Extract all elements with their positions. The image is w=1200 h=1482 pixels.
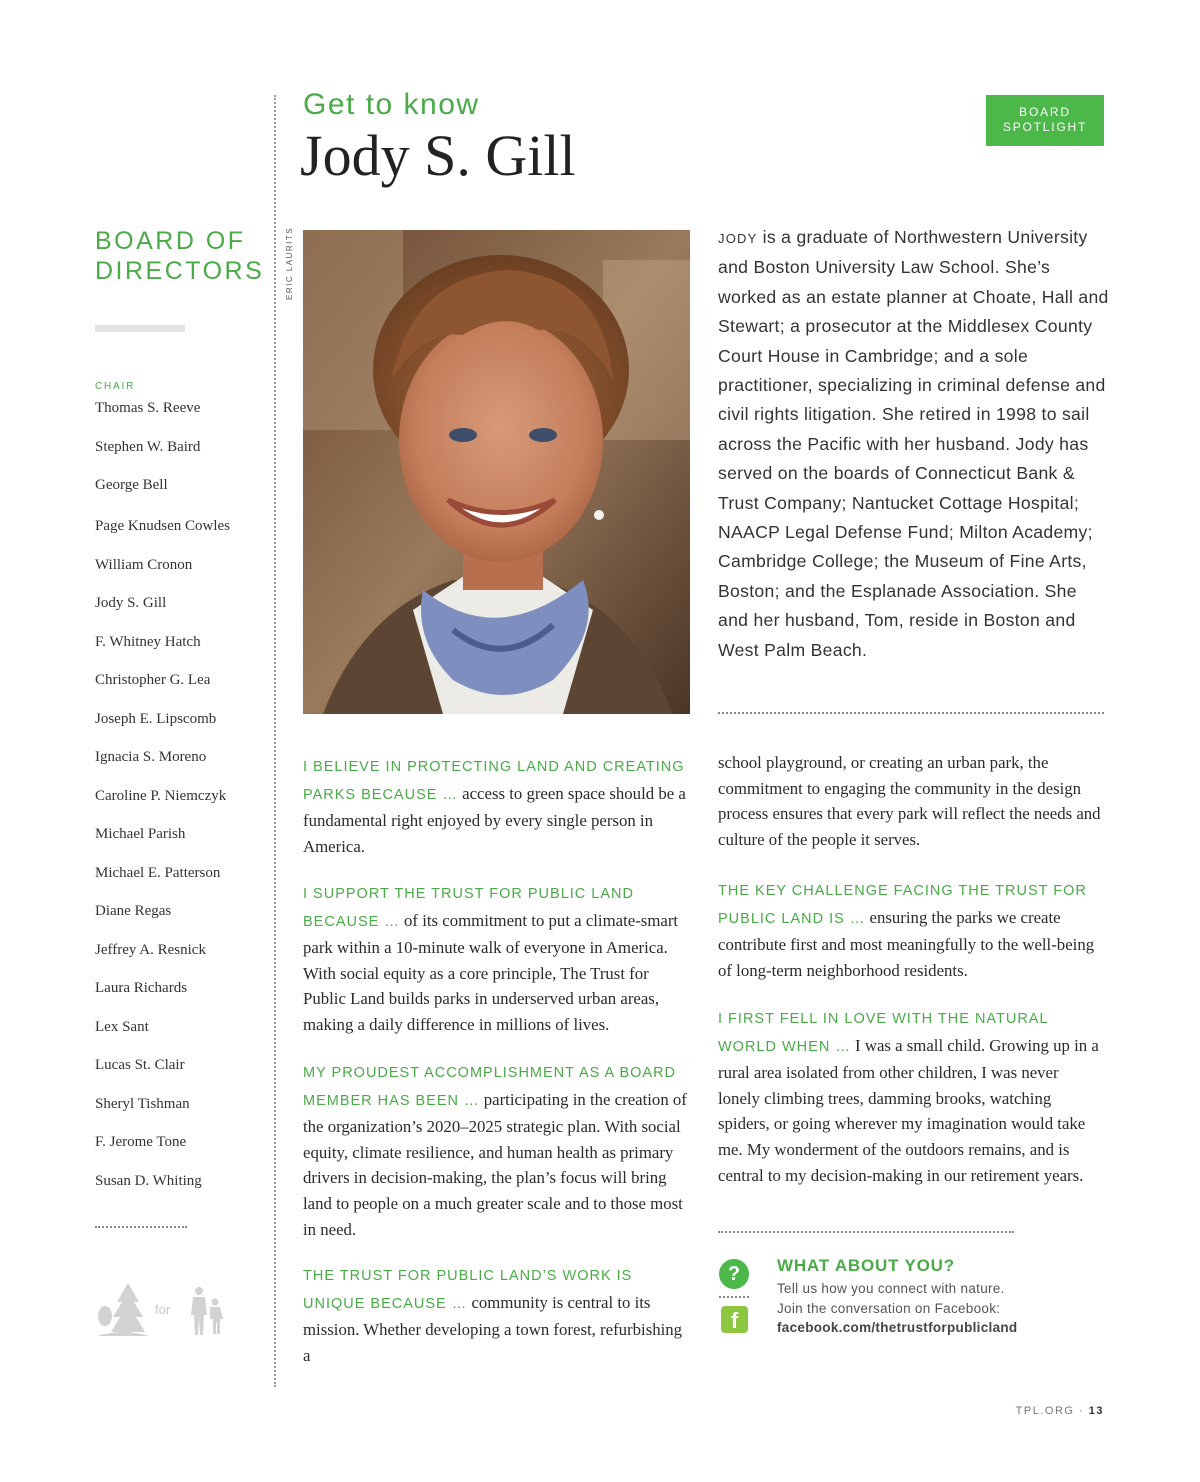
qa-block-unique <box>303 1262 688 1368</box>
board-member: F. Jerome Tone <box>95 1134 187 1150</box>
qa-question: I BELIEVE IN PROTECTING LAND AND CREATING PARKS BECAUSE … <box>303 759 685 803</box>
qa-block-accomplishment <box>303 1059 688 1242</box>
footer-separator: · <box>1074 1405 1089 1417</box>
what-about-you-line-2: Join the conversation on Facebook: <box>777 1301 1001 1316</box>
board-member: Ignacia S. Moreno <box>95 749 207 765</box>
what-about-you-title: WHAT ABOUT YOU? <box>777 1256 955 1275</box>
qa-dotted-divider <box>718 1231 1014 1233</box>
sidebar-dotted-divider <box>95 1226 187 1228</box>
qa-question: THE TRUST FOR PUBLIC LAND’S WORK IS UNIQUE BECAUSE … <box>303 1268 633 1312</box>
bio-paragraph <box>718 223 1110 665</box>
qa-block-natural-world <box>718 1005 1103 1188</box>
qa-answer: I was a small child. Growing up in a rural area isolated from other children, I was never lonely climbing trees, damming brooks, watching spiders, or going wherever my imagination would take me. My wonderment of the outdoors remains, and is central to my decision-making in our retirement years. <box>718 1035 1099 1185</box>
board-member: F. Whitney Hatch <box>95 634 201 650</box>
page-title: Jody S. Gill <box>300 123 576 188</box>
qa-answer: access to green space should be a fundamental right enjoyed by every single person in America. <box>303 783 686 856</box>
sidebar-divider-bar <box>95 325 185 332</box>
facebook-icon[interactable]: f <box>721 1306 748 1333</box>
board-member: Laura Richards <box>95 980 188 996</box>
board-member: William Cronon <box>95 557 193 573</box>
qa-answer: ensuring the parks we create contribute first and most meaningfully to the well-being of long-term neighborhood residents. <box>718 907 1095 980</box>
qa-question: I SUPPORT THE TRUST FOR PUBLIC LAND BECAUSE … <box>303 886 634 930</box>
icon-dotted-divider <box>719 1296 749 1298</box>
board-member: Page Knudsen Cowles <box>95 518 230 534</box>
portrait-photo <box>303 230 690 714</box>
board-member: Michael Parish <box>95 826 186 842</box>
qa-block-unique-continued: school playground, or creating an urban park, the commitment to engaging the community in the design process ensures that every park will reflect the needs and culture of the people it serves. <box>718 753 1101 849</box>
left-eye-shape <box>449 428 477 442</box>
qa-answer: participating in the creation of the organization’s 2020–2025 strategic plan. With social equity, climate resilience, and human health as primary drivers in decision-making, the plan’s focus will bring land to people on a much greater scale and to those most in need. <box>303 1089 687 1239</box>
adult-body-shape <box>191 1297 207 1335</box>
sidebar-title: BOARD OF DIRECTORS <box>95 227 265 285</box>
board-member: Lex Sant <box>95 1019 149 1035</box>
board-member: Lucas St. Clair <box>95 1057 185 1073</box>
qa-block-support <box>303 880 688 1038</box>
board-member: Jody S. Gill <box>95 595 167 611</box>
page-footer <box>1000 1405 1104 1417</box>
vertical-dotted-rule <box>274 95 276 1387</box>
qa-block-believe <box>303 753 688 859</box>
board-member: Susan D. Whiting <box>95 1173 202 1189</box>
board-member: Diane Regas <box>95 903 172 919</box>
photo-credit: ERIC LAURITS <box>285 226 294 300</box>
qa-question: THE KEY CHALLENGE FACING THE TRUST FOR PUBLIC LAND IS … <box>718 883 1087 927</box>
board-member: Jeffrey A. Resnick <box>95 942 206 958</box>
board-member: Stephen W. Baird <box>95 439 201 455</box>
board-member: Thomas S. Reeve <box>95 400 201 416</box>
board-member: Michael E. Patterson <box>95 865 221 881</box>
board-member: Christopher G. Lea <box>95 672 211 688</box>
board-spotlight-badge: BOARD SPOTLIGHT <box>986 95 1104 146</box>
portrait-illustration <box>303 230 690 714</box>
qa-answer: of its commitment to put a climate-smart park within a 10-minute walk of everyone in America. With social equity as a core principle, The Trust for Public Land builds parks in underserved urban areas, making a daily difference in millions of lives. <box>303 910 679 1034</box>
board-member: Sheryl Tishman <box>95 1096 190 1112</box>
qa-question: MY PROUDEST ACCOMPLISHMENT AS A BOARD MEMBER HAS BEEN … <box>303 1065 677 1109</box>
child-body-shape <box>210 1307 223 1334</box>
question-mark-icon: ? <box>719 1259 749 1289</box>
page-number: 13 <box>1088 1405 1104 1417</box>
right-eye-shape <box>529 428 557 442</box>
qa-answer: community is central to its mission. Whether developing a town forest, refurbishing a <box>303 1292 683 1365</box>
board-member: George Bell <box>95 477 168 493</box>
what-about-you-line-1: Tell us how you connect with nature. <box>777 1281 1005 1296</box>
child-head-shape <box>212 1299 219 1306</box>
bush-shape <box>98 1306 112 1326</box>
ground-shape <box>97 1332 149 1336</box>
logo-word-for: for <box>155 1302 171 1317</box>
pine-tree-shape <box>111 1283 145 1332</box>
facebook-link[interactable]: facebook.com/thetrustforpublicland <box>777 1320 1018 1335</box>
earring-shape <box>594 510 604 520</box>
bio-dotted-divider <box>718 712 1104 714</box>
adult-head-shape <box>195 1287 203 1295</box>
chair-label: CHAIR <box>95 381 136 392</box>
bio-lead-name: JODY <box>718 231 758 246</box>
qa-block-challenge <box>718 877 1103 983</box>
qa-question: I FIRST FELL IN LOVE WITH THE NATURAL WORLD WHEN … <box>718 1011 1049 1055</box>
headline-kicker: Get to know <box>303 88 480 121</box>
board-member: Joseph E. Lipscomb <box>95 711 217 727</box>
footer-site[interactable]: TPL.ORG <box>1015 1405 1075 1417</box>
board-member: Caroline P. Niemczyk <box>95 788 227 804</box>
bio-text: is a graduate of Northwestern University and Boston University Law School. She’s worked as an estate planner at Choate, Hall and Stewart; a prosecutor at the Middlesex County Court House in Cambridge; and a sole practitioner, specializing in criminal defense and civil rights litigation. She retired in 1998 to sail across the Pacific with her husband. Jody has served on the boards of Connecticut Bank & Trust Company; Nantucket Cottage Hospital; NAACP Legal Defense Fund; Milton Academy; Cambridge College; the Museum of Fine Arts, Boston; and the Esplanade Association. She and her husband, Tom, reside in Boston and West Palm Beach. <box>718 227 1109 660</box>
